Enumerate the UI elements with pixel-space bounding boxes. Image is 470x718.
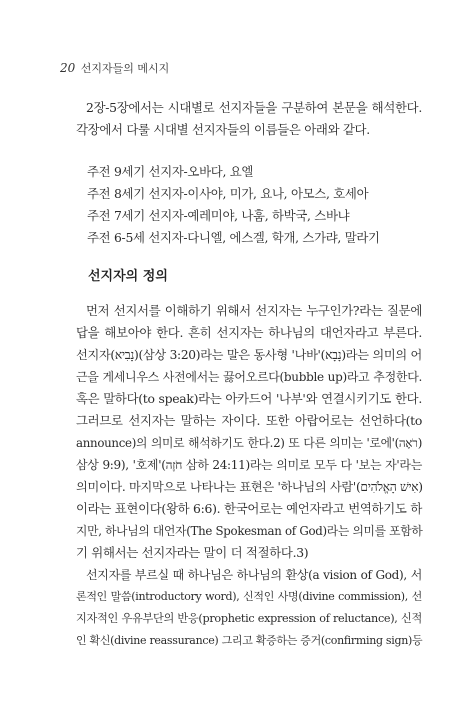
body-line: 선지자(נָבִיא)(삼상 3:20)라는 말은 동사형 '나바'(נָבָא)라는 의미의 어 [76,348,422,362]
body-line: 론적인 말씀(introductory word), 신적인 사명(divine commission), 선 [76,590,422,603]
body-line: 기 위해서는 선지자라는 말이 더 적절하다.3) [76,545,309,560]
prophet-list-item: 주전 7세기 선지자-예레미야, 나훔, 하박국, 스바냐 [87,208,350,223]
intro-line: 2장-5장에서는 시대별로 선지자들을 구분하여 본문을 해석한다. [86,100,422,115]
body-line: 그러므로 선지자는 말하는 자이다. 또한 아랍어로는 선언하다(to [76,413,422,428]
body-line: 근을 게세니우스 사전에서는 끓어오르다(bubble up)라고 추정한다. [76,370,422,384]
body-paragraphs [76,300,422,652]
intro-line: 각장에서 다룰 시대별 선지자들의 이름들은 아래와 같다. [76,122,370,137]
body-line: announce)의 의미로 해석하기도 한다.2) 또 다른 의미는 '로에'(רֹאֶה) [76,436,422,450]
body-line: 이라는 표현이다(왕하 6:6). 한국어로는 예언자라고 번역하기도 하 [76,501,422,516]
body-line: 의미이다. 마지막으로 나타나는 표현은 '하나님의 사람'(אִישׁ הָאֱלֹהִים) [76,480,423,494]
prophet-list-item: 주전 9세기 선지자-오바다, 요엘 [87,164,254,179]
section-heading: 선지자의 정의 [88,269,168,284]
body-line: 지자적인 우유부단의 반응(prophetic expression of reluctance), 신적 [76,612,422,625]
body-line: 인 확신(divine reassurance) 그리고 확증하는 증거(confirming sign)등 [76,634,423,647]
prophet-list [76,161,422,249]
page-number: 20 [60,61,76,75]
body-line: 먼저 선지서를 이해하기 위해서 선지자는 누구인가?라는 질문에 [86,303,422,318]
running-title: 선지자들의 메시지 [80,62,170,75]
body-line: 선지자를 부르실 때 하나님은 하나님의 환상(a vision of God), 서 [86,568,422,582]
running-header [60,60,169,76]
prophet-list-item: 주전 8세기 선지자-이사야, 미가, 요나, 아모스, 호세아 [87,186,369,201]
body-line: 답을 해보아야 한다. 흔히 선지자는 하나님의 대언자라고 부른다. [76,325,422,340]
body-line: 삼상 9:9), '호제'(חֹזֶה 삼하 24:11)라는 의미로 모두 다 '보는 자'라는 [76,458,422,472]
body-line: 혹은 말하다(to speak)라는 아카드어 '나부'와 연결시키기도 한다. [76,391,422,406]
intro-paragraph [76,97,422,141]
prophet-list-item: 주전 6-5세 선지자-다니엘, 에스겔, 학개, 스가랴, 말라기 [87,230,380,245]
body-line: 지만, 하나님의 대언자(The Spokesman of God)라는 의미를 포함하 [76,524,423,538]
